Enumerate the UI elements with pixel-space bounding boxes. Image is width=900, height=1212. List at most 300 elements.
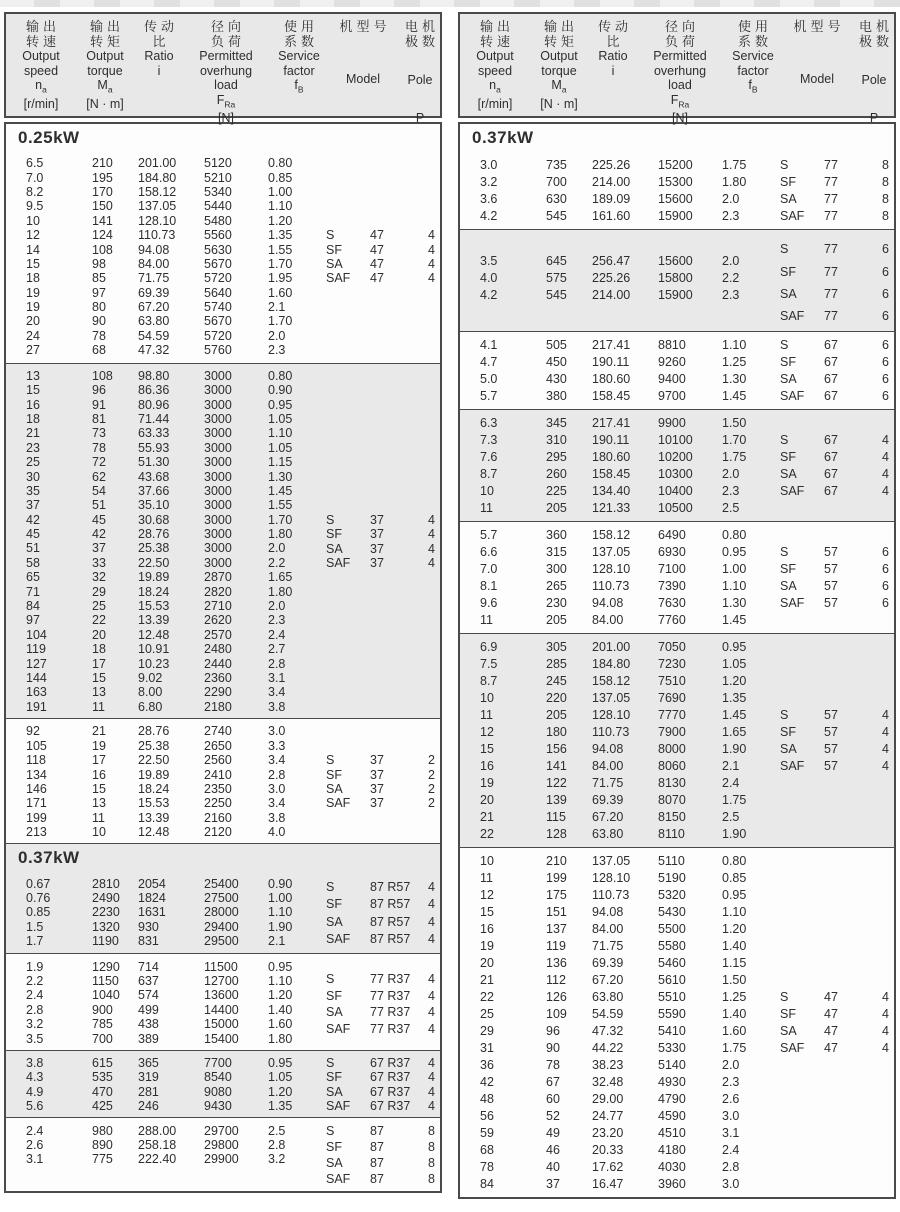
model-row: [326, 556, 442, 570]
cell-output-torque: 80: [92, 300, 106, 315]
cell-model-series: SAF: [780, 596, 805, 611]
cell-model-size: 57: [824, 579, 838, 594]
cell-output-speed: 25: [26, 455, 40, 470]
cell-ratio: 67.20: [138, 300, 170, 315]
table-row: [480, 1159, 894, 1176]
cell-ratio: 51.30: [138, 455, 170, 470]
cell-output-torque: 890: [92, 1137, 113, 1152]
cell-overhung-load: 28000: [204, 905, 239, 920]
cell-pole: 8: [428, 1140, 435, 1155]
cell-output-torque: 425: [92, 1099, 113, 1114]
header-label-en: factor: [283, 63, 315, 78]
cell-model-size: 67 R37: [370, 1084, 411, 1099]
table-row: [26, 383, 440, 397]
cell-pole: 8: [882, 174, 889, 189]
cell-ratio: 158.12: [592, 674, 631, 689]
cell-service-factor: 1.05: [268, 411, 293, 426]
header-label-zh: 系数: [737, 34, 772, 49]
cell-overhung-load: 7510: [658, 674, 686, 689]
cell-overhung-load: 2120: [204, 825, 232, 840]
subscript: Ra: [678, 99, 690, 109]
cell-service-factor: 1.45: [722, 708, 747, 723]
table-row: [26, 412, 440, 426]
cell-model-series: SAF: [326, 555, 351, 570]
cell-ratio: 25.38: [138, 541, 170, 556]
cell-model-series: SF: [326, 1070, 342, 1085]
cell-output-speed: 16: [480, 922, 494, 937]
model-row: [326, 896, 442, 913]
cell-overhung-load: 5210: [204, 170, 232, 185]
model-group: [326, 1056, 442, 1114]
cell-output-torque: 62: [92, 469, 106, 484]
table-row: [480, 809, 894, 826]
header-cell-torque: [76, 19, 134, 125]
cell-output-speed: 4.0: [480, 270, 498, 285]
cell-ratio: 1631: [138, 905, 166, 920]
cell-service-factor: 2.5: [268, 1123, 286, 1138]
cell-output-torque: 96: [546, 1024, 560, 1039]
header-label-zh: 输出: [543, 19, 578, 34]
cell-output-speed: 119: [26, 642, 46, 657]
cell-service-factor: 3.1: [722, 1126, 740, 1141]
cell-pole: 6: [882, 242, 889, 257]
cell-output-torque: 900: [92, 1002, 113, 1017]
cell-overhung-load: 3000: [204, 527, 232, 542]
cell-pole: 4: [428, 1070, 435, 1085]
cell-output-torque: 305: [546, 640, 567, 655]
model-row: [326, 242, 442, 256]
model-row: [780, 758, 896, 775]
header-symbol: $f_B$: [294, 78, 304, 95]
model-group: [780, 544, 896, 612]
cell-output-speed: 51: [26, 541, 40, 556]
header-label-zh: 输出: [479, 19, 514, 34]
cell-service-factor: 1.70: [268, 512, 293, 527]
cell-output-torque: 545: [546, 287, 567, 302]
cell-overhung-load: 5560: [204, 228, 232, 243]
cell-overhung-load: 29800: [204, 1137, 239, 1152]
cell-overhung-load: 5720: [204, 271, 232, 286]
cell-overhung-load: 5630: [204, 242, 232, 257]
header-cell-ratio: [588, 19, 638, 125]
header-label-zh: 输出: [25, 19, 60, 34]
table-row: [480, 853, 894, 870]
cell-ratio: 84.00: [592, 613, 624, 628]
cell-service-factor: 1.65: [268, 570, 293, 585]
cell-ratio: 23.20: [592, 1126, 624, 1141]
cell-ratio: 71.75: [138, 271, 170, 286]
cell-pole: 4: [882, 1041, 889, 1056]
cell-output-speed: 2.8: [26, 1002, 44, 1017]
cell-overhung-load: 5670: [204, 256, 232, 271]
cell-service-factor: 2.1: [722, 759, 740, 774]
header-label-zh: 负荷: [210, 34, 245, 49]
cell-overhung-load: 10400: [658, 484, 693, 499]
cell-output-speed: 10: [480, 484, 494, 499]
header-symbol: $M_a$: [551, 78, 567, 95]
model-row: [326, 1099, 442, 1113]
cell-ratio: 22.50: [138, 753, 170, 768]
cell-model-size: 67: [824, 389, 838, 404]
cell-output-torque: 345: [546, 416, 567, 431]
cell-pole: 6: [882, 286, 889, 301]
cell-output-speed: 163: [26, 685, 47, 700]
cell-overhung-load: 5510: [658, 990, 686, 1005]
cell-service-factor: 1.25: [722, 990, 747, 1005]
cell-service-factor: 1.35: [268, 1099, 293, 1114]
cell-service-factor: 1.50: [722, 973, 747, 988]
cell-pole: 4: [428, 914, 435, 929]
cell-overhung-load: 9260: [658, 355, 686, 370]
header-label-en: Pole: [861, 72, 887, 87]
cell-output-speed: 6.5: [26, 156, 44, 171]
cell-output-speed: 31: [480, 1041, 494, 1056]
cell-model-size: 77: [824, 242, 838, 257]
table-row: [480, 921, 894, 938]
model-row: [780, 595, 896, 612]
cell-overhung-load: 7770: [658, 708, 686, 723]
cell-output-torque: 205: [546, 613, 567, 628]
model-row: [326, 228, 442, 242]
cell-output-torque: 450: [546, 355, 567, 370]
model-group: [780, 707, 896, 775]
cell-overhung-load: 11500: [204, 959, 238, 974]
cell-ratio: 94.08: [138, 242, 170, 257]
cell-service-factor: 3.8: [268, 810, 286, 825]
cell-ratio: 189.09: [592, 191, 631, 206]
cell-service-factor: 2.6: [722, 1092, 740, 1107]
cell-overhung-load: 5440: [204, 199, 232, 214]
table-row: [26, 329, 440, 343]
cell-output-speed: 84: [480, 1177, 494, 1192]
cell-output-torque: 300: [546, 562, 567, 577]
cell-model-size: 37: [370, 753, 384, 768]
header-label-zh: 使用: [283, 19, 318, 34]
cell-overhung-load: 7690: [658, 691, 686, 706]
cell-service-factor: 0.90: [268, 876, 293, 891]
model-row: [326, 513, 442, 527]
table-header: [4, 12, 442, 125]
cell-model-series: SA: [326, 541, 343, 556]
power-section: [6, 843, 440, 1190]
cell-overhung-load: 8070: [658, 793, 686, 808]
table-row: [26, 185, 440, 199]
cell-service-factor: 3.0: [268, 781, 286, 796]
cell-output-speed: 1.5: [26, 919, 44, 934]
table-row: [26, 484, 440, 498]
cell-pole: 4: [882, 467, 889, 482]
cell-pole: 4: [428, 880, 435, 895]
header-label-zh: 比: [152, 34, 170, 49]
cell-output-torque: 18: [92, 642, 106, 657]
cell-output-speed: 8.7: [480, 674, 498, 689]
cell-service-factor: 1.45: [268, 483, 293, 498]
cell-output-torque: 60: [546, 1092, 560, 1107]
cell-overhung-load: 5760: [204, 343, 232, 358]
cell-output-torque: 21: [92, 724, 106, 739]
cell-output-speed: 3.0: [480, 157, 498, 172]
cell-service-factor: 1.20: [722, 922, 747, 937]
header-label-zh: 转矩: [89, 34, 124, 49]
cell-overhung-load: 8110: [658, 827, 685, 842]
cell-overhung-load: 2480: [204, 642, 232, 657]
cell-ratio: 63.80: [592, 990, 624, 1005]
cell-output-speed: 9.5: [26, 199, 44, 214]
cell-pole: 6: [882, 596, 889, 611]
cell-output-speed: 1.9: [26, 959, 44, 974]
cell-output-torque: 205: [546, 501, 567, 516]
model-row: [326, 541, 442, 555]
cell-output-torque: 11: [92, 810, 105, 825]
cell-service-factor: 1.60: [268, 285, 293, 300]
cell-model-size: 37: [370, 527, 384, 542]
subscript: a: [42, 84, 47, 95]
cell-ratio: 184.80: [138, 170, 177, 185]
cell-output-torque: 775: [92, 1152, 113, 1167]
cell-service-factor: 1.20: [722, 674, 747, 689]
cell-ratio: 158.12: [138, 184, 177, 199]
cell-output-torque: 13: [92, 685, 106, 700]
cell-service-factor: 3.4: [268, 753, 286, 768]
cell-ratio: 214.00: [592, 287, 631, 302]
cell-ratio: 246: [138, 1099, 159, 1114]
cell-service-factor: 1.75: [722, 450, 747, 465]
cell-ratio: 110.73: [592, 579, 630, 594]
model-row: [326, 1021, 442, 1038]
model-row: [326, 987, 442, 1004]
cell-service-factor: 3.0: [268, 724, 286, 739]
cell-pole: 4: [428, 1021, 435, 1036]
cell-overhung-load: 3000: [204, 555, 232, 570]
header-cell-pole: [850, 19, 898, 125]
cell-pole: 4: [428, 1099, 435, 1114]
cell-pole: 2: [428, 781, 435, 796]
model-row: [780, 1006, 896, 1023]
cell-output-speed: 19: [480, 776, 494, 791]
cell-ratio: 217.41: [592, 338, 631, 353]
cell-output-torque: 1320: [92, 919, 120, 934]
cell-service-factor: 1.80: [722, 174, 747, 189]
cell-pole: 8: [428, 1171, 435, 1186]
cell-model-size: 67: [824, 484, 838, 499]
table-row: [480, 826, 894, 843]
cell-output-torque: 210: [92, 156, 113, 171]
cell-model-series: SA: [780, 372, 797, 387]
cell-output-torque: 230: [546, 596, 567, 611]
cell-output-speed: 2.6: [26, 1137, 44, 1152]
table-row: [26, 369, 440, 383]
cell-output-speed: 12: [480, 725, 494, 740]
cell-ratio: 24.77: [592, 1109, 624, 1124]
header-label-zh: 径向: [664, 19, 699, 34]
cell-output-speed: 4.2: [480, 208, 498, 223]
cell-model-size: 37: [370, 796, 384, 811]
cell-pole: 4: [882, 1024, 889, 1039]
cell-output-speed: 5.7: [480, 389, 498, 404]
cell-service-factor: 0.80: [268, 368, 293, 383]
cell-service-factor: 2.0: [268, 599, 286, 614]
cell-ratio: 17.62: [592, 1160, 624, 1175]
cell-model-series: S: [780, 990, 789, 1005]
cell-ratio: 69.39: [592, 956, 624, 971]
cell-model-series: SA: [780, 579, 797, 594]
cell-pole: 4: [428, 988, 435, 1003]
cell-overhung-load: 5190: [658, 871, 686, 886]
cell-service-factor: 2.3: [268, 343, 286, 358]
cell-output-torque: 78: [92, 328, 106, 343]
cell-model-series: SA: [326, 256, 343, 271]
cell-model-series: SAF: [326, 1171, 351, 1186]
cell-service-factor: 0.85: [268, 170, 293, 185]
cell-service-factor: 0.95: [722, 640, 747, 655]
cell-service-factor: 1.20: [268, 1084, 293, 1099]
cell-output-speed: 3.5: [26, 1031, 44, 1046]
cell-overhung-load: 3000: [204, 512, 232, 527]
cell-model-size: 67: [824, 433, 838, 448]
cell-ratio: 35.10: [138, 498, 170, 513]
table-row: [26, 469, 440, 483]
model-row: [326, 1004, 442, 1021]
cell-output-speed: 3.1: [26, 1152, 44, 1167]
cell-model-series: S: [780, 545, 789, 560]
cell-overhung-load: 4180: [658, 1143, 686, 1158]
cell-overhung-load: 7100: [658, 562, 686, 577]
cell-output-torque: 17: [92, 753, 106, 768]
cell-service-factor: 3.4: [268, 685, 286, 700]
cell-output-speed: 37: [26, 498, 40, 513]
cell-model-series: S: [326, 880, 335, 895]
cell-output-torque: 81: [92, 411, 106, 426]
cell-output-torque: 73: [92, 426, 106, 441]
cell-model-series: S: [326, 972, 335, 987]
model-row: [780, 432, 896, 449]
cell-overhung-load: 8150: [658, 810, 686, 825]
cell-overhung-load: 7390: [658, 579, 686, 594]
cell-ratio: 128.10: [138, 213, 177, 228]
cell-output-torque: 97: [92, 285, 106, 300]
cell-output-speed: 21: [480, 810, 494, 825]
subscript: Ra: [224, 99, 236, 109]
cell-ratio: 288.00: [138, 1123, 177, 1138]
cell-overhung-load: 15600: [658, 253, 693, 268]
cell-output-torque: 645: [546, 253, 567, 268]
cell-overhung-load: 5330: [658, 1041, 686, 1056]
cell-output-torque: 980: [92, 1123, 113, 1138]
cell-service-factor: 1.50: [722, 416, 747, 431]
cell-service-factor: 2.0: [268, 328, 286, 343]
cell-model-series: SAF: [780, 308, 805, 323]
cell-model-size: 67: [824, 467, 838, 482]
header-label-zh: 极数: [858, 34, 893, 49]
subscript: a: [107, 84, 113, 95]
cell-output-speed: 127: [26, 656, 47, 671]
cell-ratio: 98.80: [138, 368, 170, 383]
cell-output-speed: 5.6: [26, 1099, 44, 1114]
header-label-en: overhung: [199, 63, 253, 78]
cell-ratio: 134.40: [592, 484, 631, 499]
cell-output-speed: 12: [26, 228, 40, 243]
header-symbol: P: [415, 111, 425, 125]
cell-ratio: 158.45: [592, 389, 631, 404]
cell-pole: 4: [428, 1084, 435, 1099]
cell-ratio: 54.59: [592, 1007, 624, 1022]
cell-model-series: SA: [326, 1005, 343, 1020]
cell-service-factor: 2.0: [268, 541, 286, 556]
cell-model-series: SA: [780, 286, 797, 301]
cell-service-factor: 0.95: [722, 545, 747, 560]
model-row: [780, 578, 896, 595]
cell-output-speed: 48: [480, 1092, 494, 1107]
cell-output-torque: 315: [546, 545, 567, 560]
table-row: [26, 825, 440, 839]
cell-pole: 4: [882, 1007, 889, 1022]
cell-model-series: SF: [780, 174, 796, 189]
cell-output-speed: 24: [26, 328, 40, 343]
cell-model-series: SF: [780, 562, 796, 577]
cell-ratio: 225.26: [592, 157, 631, 172]
cell-pole: 6: [882, 579, 889, 594]
cell-output-torque: 535: [92, 1070, 113, 1085]
cell-ratio: 69.39: [592, 793, 624, 808]
data-block: [6, 718, 440, 843]
cell-overhung-load: 3960: [658, 1177, 686, 1192]
cell-output-torque: 285: [546, 657, 567, 672]
table-row: [480, 887, 894, 904]
cell-output-torque: 156: [546, 742, 567, 757]
header-unit: [N]: [672, 111, 688, 125]
cell-model-size: 77 R37: [370, 1005, 411, 1020]
model-group: [326, 513, 442, 571]
cell-overhung-load: 2350: [204, 781, 232, 796]
cell-output-torque: 141: [92, 213, 113, 228]
cell-overhung-load: 29500: [204, 934, 239, 949]
cell-overhung-load: 5610: [658, 973, 686, 988]
cell-model-size: 77: [824, 157, 838, 172]
cell-output-speed: 213: [26, 825, 47, 840]
cell-model-size: 87: [370, 1124, 384, 1139]
cell-ratio: 20.33: [592, 1143, 624, 1158]
header-cell-factor: [268, 19, 330, 125]
cell-overhung-load: 15400: [204, 1031, 239, 1046]
cell-output-torque: 470: [92, 1084, 113, 1099]
cell-overhung-load: 29400: [204, 919, 239, 934]
cell-output-speed: 3.2: [26, 1017, 44, 1032]
header-symbol: i: [157, 63, 161, 78]
cell-output-torque: 119: [546, 939, 566, 954]
data-block: [6, 1050, 440, 1118]
header-label-en: Output: [22, 49, 60, 63]
cell-model-series: SA: [326, 914, 343, 929]
cell-overhung-load: 5720: [204, 328, 232, 343]
cell-overhung-load: 3000: [204, 426, 232, 441]
cell-overhung-load: 5110: [658, 854, 685, 869]
header-label-en: load: [668, 78, 692, 92]
cell-pole: 4: [882, 742, 889, 757]
cell-output-speed: 20: [480, 793, 494, 808]
cell-model-series: S: [780, 242, 789, 257]
cell-overhung-load: 7760: [658, 613, 686, 628]
cell-ratio: 67.20: [592, 973, 624, 988]
cell-overhung-load: 5580: [658, 939, 686, 954]
cell-output-speed: 56: [480, 1109, 494, 1124]
table-body: [4, 122, 442, 1193]
cell-overhung-load: 9080: [204, 1084, 232, 1099]
cell-pole: 6: [882, 338, 889, 353]
cell-model-size: 57: [824, 759, 838, 774]
cell-overhung-load: 3000: [204, 455, 232, 470]
cell-overhung-load: 2620: [204, 613, 232, 628]
cell-output-speed: 5.7: [480, 528, 498, 543]
